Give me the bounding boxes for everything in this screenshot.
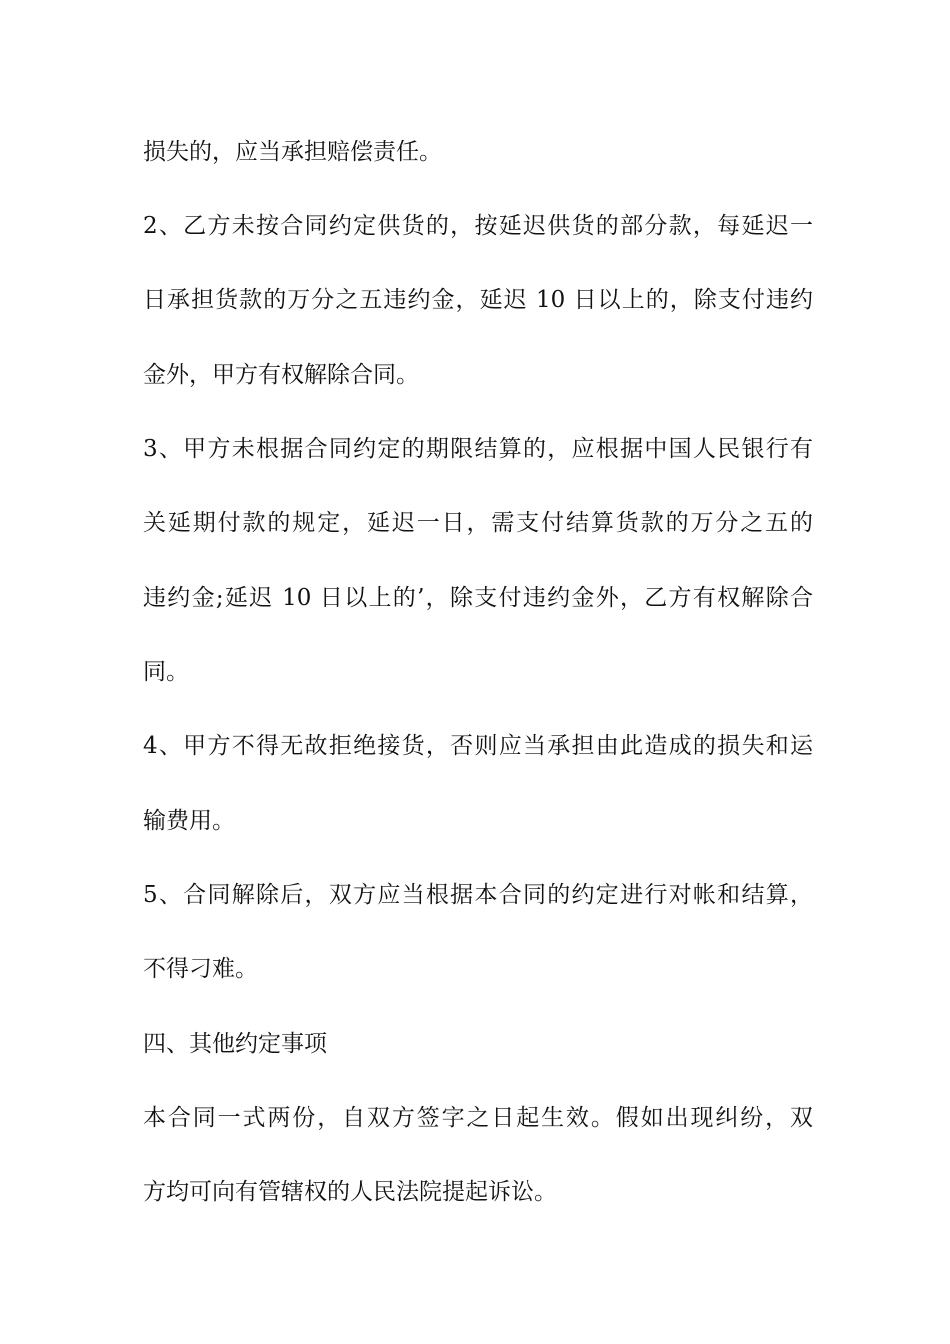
text-line: 本合同一式两份，自双方签字之日起生效。假如出现纠纷，双 [143, 1105, 813, 1131]
text-line: 损失的，应当承担赔偿责任。 [143, 139, 442, 165]
text-line: 关延期付款的规定，延迟一日，需支付结算货款的万分之五的 [143, 510, 813, 536]
text-line: 违约金;延迟 10 日以上的’，除支付违约金外，乙方有权解除合 [143, 585, 813, 611]
text-line: 同。 [143, 659, 189, 685]
text-line: 日承担货款的万分之五违约金，延迟 10 日以上的，除支付违约 [143, 287, 813, 313]
text-line: 方均可向有管辖权的人民法院提起诉讼。 [143, 1179, 557, 1205]
text-line: 5、合同解除后，双方应当根据本合同的约定进行对帐和结算， [143, 882, 813, 908]
text-line: 4、甲方不得无故拒绝接货，否则应当承担由此造成的损失和运 [143, 733, 813, 759]
text-line: 3、甲方未根据合同约定的期限结算的，应根据中国人民银行有 [143, 436, 813, 462]
text-line: 金外，甲方有权解除合同。 [143, 362, 419, 388]
section-heading: 四、其他约定事项 [143, 1031, 327, 1057]
text-line: 输费用。 [143, 808, 235, 834]
text-line: 不得刁难。 [143, 956, 258, 982]
text-line: 2、乙方未按合同约定供货的，按延迟供货的部分款，每延迟一 [143, 213, 813, 239]
